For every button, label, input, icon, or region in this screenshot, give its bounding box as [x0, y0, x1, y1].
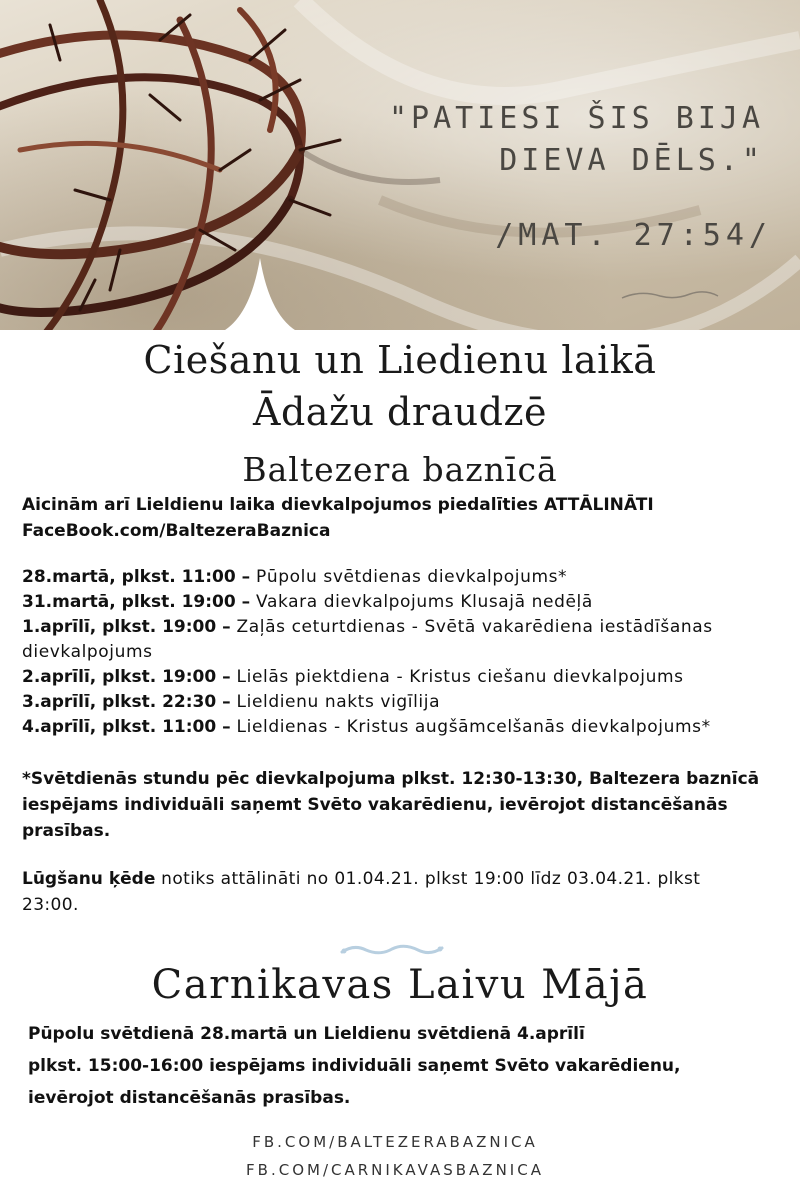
prayer-chain-note	[22, 866, 762, 918]
carnikava-line-3: ievērojot distancēšanās prasības.	[28, 1088, 351, 1108]
service-name: Zaļās ceturtdienas - Svētā vakarēdiena iestādīšanas dievkalpojums	[22, 617, 713, 662]
scripture-reference: /MAT. 27:54/	[495, 218, 772, 253]
carnikava-line-1: Pūpolu svētdienā 28.martā un Lieldienu svētdienā 4.aprīlī	[28, 1024, 585, 1044]
service-row	[22, 615, 792, 665]
service-name: Lielās piektdiena - Kristus ciešanu dievkalpojums	[236, 667, 684, 687]
baltezers-facebook-link[interactable]: FB.COM/BALTEZERABAZNICA	[252, 1133, 538, 1151]
service-row	[22, 665, 792, 690]
service-time: 4.aprīlī, plkst. 11:00 –	[22, 717, 237, 737]
white-notch	[220, 258, 300, 333]
service-schedule	[22, 565, 792, 740]
service-time: 31.martā, plkst. 19:00 –	[22, 592, 257, 612]
invitation-text: Aicinām arī Lieldienu laika dievkalpojumos piedalīties ATTĀLINĀTI	[22, 495, 654, 515]
carnikava-line-2: plkst. 15:00-16:00 iespējams individuāli saņemt Svēto vakarēdienu,	[28, 1056, 681, 1076]
service-time: 28.martā, plkst. 11:00 –	[22, 567, 257, 587]
service-time: 1.aprīlī, plkst. 19:00 –	[22, 617, 237, 637]
main-title-line-1: Ciešanu un Liedienu laikā	[143, 338, 657, 382]
carnikava-note	[28, 1018, 768, 1114]
baltezers-heading: Baltezera baznīcā	[242, 450, 558, 489]
quote-line-1: "PATIESI ŠIS BIJA	[388, 101, 764, 136]
quote-line-2: DIEVA DĒLS."	[499, 143, 764, 178]
prayer-chain-text: notiks attālināti no 01.04.21. plkst 19:00 līdz 03.04.21. plkst 23:00.	[22, 869, 701, 915]
service-time: 2.aprīlī, plkst. 19:00 –	[22, 667, 237, 687]
scripture-quote	[344, 98, 764, 182]
carnikava-heading: Carnikavas Laivu Mājā	[151, 962, 649, 1008]
service-name: Lieldienu nakts vigīlija	[236, 692, 441, 712]
service-name: Lieldienas - Kristus augšāmcelšanās dievkalpojums*	[236, 717, 711, 737]
service-row	[22, 690, 792, 715]
main-title-line-2: Ādažu draudzē	[253, 390, 547, 434]
hero-image	[0, 0, 800, 330]
divider-ornament	[340, 940, 444, 960]
service-row	[22, 565, 792, 590]
flourish-ornament	[620, 286, 720, 306]
online-invitation	[22, 492, 792, 544]
carnikava-facebook-link[interactable]: FB.COM/CARNIKAVASBAZNICA	[246, 1161, 544, 1179]
prayer-chain-label: Lūgšanu ķēde	[22, 869, 156, 889]
facebook-link[interactable]: FaceBook.com/BaltezeraBaznica	[22, 521, 331, 541]
service-row	[22, 590, 792, 615]
service-time: 3.aprīlī, plkst. 22:30 –	[22, 692, 237, 712]
service-name: Pūpolu svētdienas dievkalpojums*	[256, 567, 568, 587]
communion-note: *Svētdienās stundu pēc dievkalpojuma plkst. 12:30-13:30, Baltezera baznīcā iespējams individuāli saņemt Svēto vakarēdienu, ievērojot distancēšanās prasības.	[22, 769, 760, 841]
service-row	[22, 715, 792, 740]
service-name: Vakara dievkalpojums Klusajā nedēļā	[256, 592, 593, 612]
